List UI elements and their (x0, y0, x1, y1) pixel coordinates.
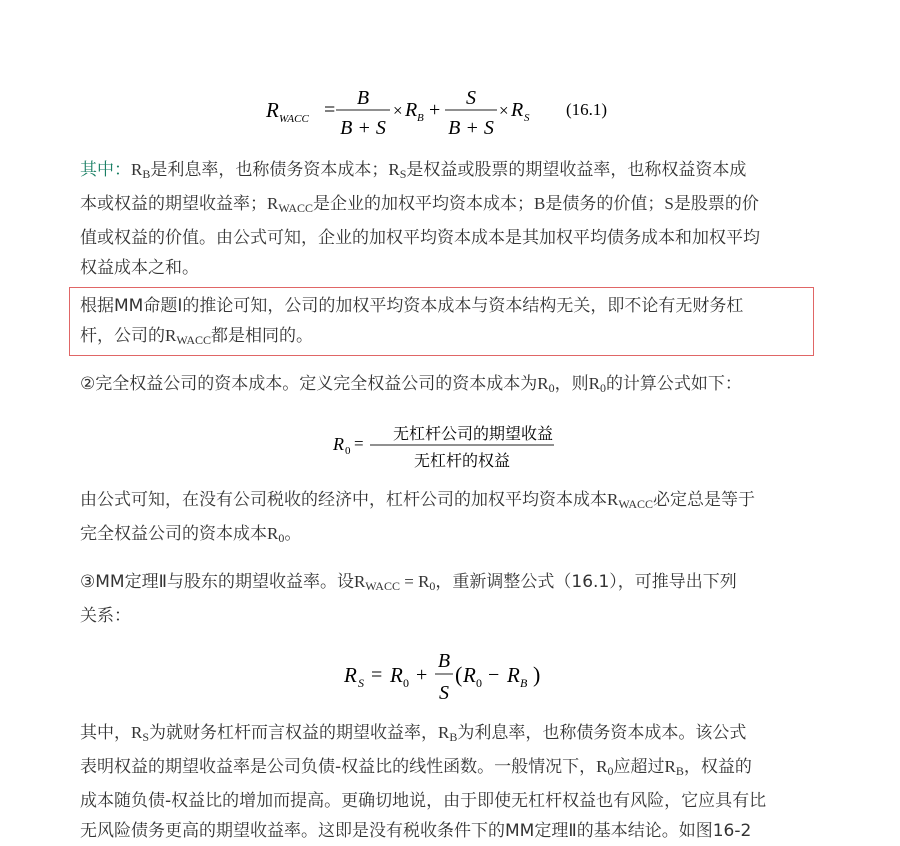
paragraph-mm-ii (80, 567, 810, 631)
frac1-numerator: B (356, 87, 370, 109)
times-1: × (393, 101, 403, 120)
paragraph-line: ③MM定理Ⅱ与股东的期望收益率。设$R_{WACC} = R_0$，重新调整公式（16.1），可推导出下列 (80, 572, 737, 593)
paragraph-line: 由公式可知，在没有公司税收的经济中，杠杆公司的加权平均资本成本$R_{WACC}$必定总是等于 (80, 490, 756, 511)
paragraph-line: 无风险债务更高的期望收益率。这即是没有税收条件下的MM定理Ⅱ的基本结论。如图16-2 (80, 821, 752, 841)
formula-rs (340, 645, 560, 707)
rb-sub: B (417, 112, 424, 124)
highlight-box (69, 287, 814, 356)
paragraph-line: 杆，公司的$R_{WACC}$都是相同的。 (80, 326, 314, 347)
paragraph-line: ②完全权益公司的资本成本。定义完全权益公司的资本成本为$R_0$，则$R_0$的计算公式如下： (80, 374, 742, 395)
plus-1: + (429, 99, 441, 121)
paragraph-definitions (80, 155, 810, 283)
formula-number: (16.1) (566, 100, 608, 119)
paragraph-explanation (80, 718, 810, 846)
times-2: × (499, 101, 509, 120)
rs-r: R (511, 99, 524, 121)
formula-r0-lhs: R (333, 434, 344, 454)
frac1-denominator: B + S (340, 117, 386, 139)
rs-sub: S (524, 112, 530, 124)
formula-lhs-sub: WACC (279, 113, 309, 125)
rb-r: R (405, 99, 418, 121)
paragraph-line: 其中，$R_S$为就财务杠杆而言权益的期望收益率，$R_B$为利息率，也称债务资本成本。该公式 (80, 723, 747, 744)
formula-rs-eq: = (371, 664, 383, 686)
paragraph-line: 权益成本之和。 (80, 258, 199, 278)
paragraph-line: 根据MM命题Ⅰ的推论可知，公司的加权平均资本成本与资本结构无关，即不论有无财务杠 (80, 296, 744, 316)
paragraph-no-tax (80, 485, 810, 553)
formula-rs-numerator: B (437, 650, 451, 672)
formula-lhs: R (266, 98, 279, 122)
formula-r0-numerator: 无杠杆公司的期望收益 (392, 424, 554, 443)
paragraph-line: 成本随负债-权益比的增加而提高。更确切地说，由于即使无杠杆权益也有风险，它应具有比 (80, 791, 767, 811)
formula-rs-svg (340, 645, 560, 707)
formula-r0-svg (330, 416, 570, 474)
formula-r0 (330, 416, 570, 474)
paragraph-all-equity (80, 369, 810, 403)
lead-text: 其中： (80, 160, 131, 180)
formula-wacc (262, 84, 642, 144)
formula-eq: = (324, 99, 336, 121)
formula-rs-r1: R (463, 663, 476, 687)
formula-r0-denominator: 无杠杆的权益 (413, 451, 511, 470)
frac2-denominator: B + S (448, 117, 494, 139)
formula-rs-r0-sub: 0 (403, 676, 409, 690)
formula-wacc-svg (262, 84, 642, 144)
formula-rs-denominator: S (439, 682, 449, 704)
formula-rs-r0: R (390, 663, 403, 687)
paragraph-line: 关系： (80, 606, 131, 626)
formula-rs-r1-sub: 0 (476, 676, 482, 690)
formula-rs-r2: R (507, 663, 520, 687)
paragraph-line: 本或权益的期望收益率；$R_{WACC}$是企业的加权平均资本成本；B是债务的价值；S是股票的价 (80, 194, 759, 215)
formula-rs-r2-sub: B (520, 676, 528, 690)
formula-rs-open-paren: ( (455, 662, 463, 687)
formula-rs-lhs-sub: S (358, 676, 364, 690)
formula-rs-close-paren: ) (533, 662, 541, 687)
paragraph-line: 其中：$R_B$是利息率，也称债务资本成本；$R_S$是权益或股票的期望收益率，也称权益资本成 (80, 160, 747, 181)
formula-rs-plus: + (416, 664, 428, 686)
formula-rs-minus: − (488, 664, 500, 686)
formula-rs-lhs: R (344, 663, 357, 687)
formula-r0-eq: = (354, 434, 364, 453)
frac2-numerator: S (466, 87, 476, 109)
paragraph-line: 完全权益公司的资本成本$R_0$。 (80, 524, 302, 545)
formula-r0-lhs-sub: 0 (345, 445, 351, 457)
paragraph-line: 值或权益的价值。由公式可知，企业的加权平均资本成本是其加权平均债务成本和加权平均 (80, 228, 760, 248)
paragraph-line: 表明权益的期望收益率是公司负债-权益比的线性函数。一般情况下，$R_0$应超过$R_B$，权益的 (80, 757, 752, 778)
